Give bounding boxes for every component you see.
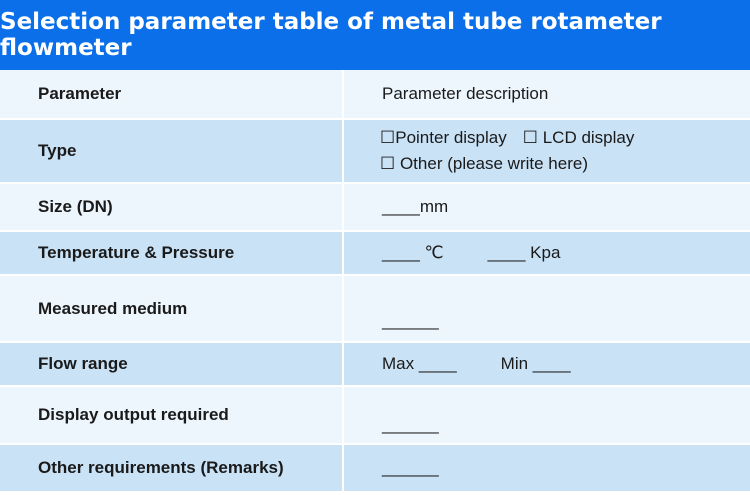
remarks-field[interactable]: ______ <box>382 458 439 477</box>
row-label: Display output required <box>0 387 344 443</box>
parameter-table <box>0 70 750 491</box>
table-row <box>0 276 750 343</box>
pointer-display-checkbox[interactable]: ☐Pointer display <box>380 128 507 147</box>
page-title: Selection parameter table of metal tube rotameter flowmeter <box>0 9 662 61</box>
temperature-field[interactable]: ____ ℃ <box>382 243 444 262</box>
row-label: Size (DN) <box>0 184 344 230</box>
row-value <box>344 445 750 491</box>
lcd-display-checkbox[interactable]: ☐ LCD display <box>522 128 635 147</box>
row-label: Parameter <box>0 70 344 118</box>
row-label: Temperature & Pressure <box>0 232 344 274</box>
table-row <box>0 445 750 491</box>
table-row <box>0 184 750 232</box>
description-header: Parameter description <box>382 84 549 103</box>
row-label: Measured medium <box>0 276 344 341</box>
row-label: Flow range <box>0 343 344 385</box>
row-value <box>344 387 750 443</box>
table-row <box>0 232 750 276</box>
row-value <box>344 184 750 230</box>
row-value <box>344 232 750 274</box>
row-value <box>344 120 750 182</box>
row-label: Other requirements (Remarks) <box>0 445 344 491</box>
table-row <box>0 387 750 445</box>
table-row <box>0 70 750 120</box>
row-value <box>344 70 750 118</box>
display-output-field[interactable]: ______ <box>382 415 439 434</box>
pressure-field[interactable]: ____ Kpa <box>487 243 561 262</box>
row-value <box>344 276 750 341</box>
medium-field[interactable]: ______ <box>382 311 439 330</box>
flow-min-field[interactable]: Min ____ <box>500 354 571 373</box>
table-row <box>0 120 750 184</box>
row-value <box>344 343 750 385</box>
flow-max-field[interactable]: Max ____ <box>382 354 457 373</box>
header-bar <box>0 0 750 70</box>
size-field[interactable]: ____mm <box>382 197 449 216</box>
table-row <box>0 343 750 387</box>
other-type-checkbox[interactable]: ☐ Other (please write here) <box>380 154 588 173</box>
row-label: Type <box>0 120 344 182</box>
